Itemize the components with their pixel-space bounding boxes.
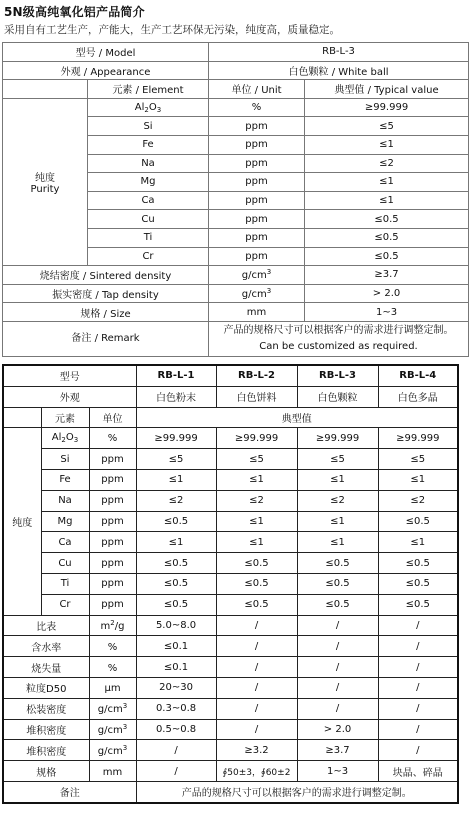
value-cell: ≤0.5	[305, 210, 469, 229]
value-cell: /	[378, 677, 458, 698]
unit-cell: $g/cm^3$	[209, 284, 305, 303]
element-cell: $Al_2O_3$	[88, 98, 209, 117]
table-row	[3, 657, 458, 678]
element-cell: Ca	[41, 532, 89, 553]
table-row	[3, 43, 469, 62]
value-cell: ≤5	[305, 117, 469, 136]
unit-cell: ppm	[89, 511, 136, 532]
value-cell: ≤0.1	[136, 636, 216, 657]
element-cell: Si	[41, 449, 89, 470]
value-cell: /	[136, 740, 216, 761]
property-label: 堆积密度	[3, 719, 89, 740]
element-cell: Mg	[88, 173, 209, 192]
appearance-cell: 白色多晶	[378, 386, 458, 407]
value-cell: ≥3.7	[297, 740, 378, 761]
typical-header: 典型值	[136, 407, 458, 428]
value-cell: /	[216, 719, 297, 740]
model-rb-l-1: RB-L-1	[136, 365, 216, 386]
element-cell: Cr	[41, 594, 89, 615]
value-cell: /	[297, 615, 378, 636]
value-cell: 1~3	[305, 303, 469, 322]
property-label: 含水率	[3, 636, 89, 657]
value-cell: ≤0.5	[378, 573, 458, 594]
unit-cell: $g/cm^3$	[89, 719, 136, 740]
value-cell: ≥99.999	[216, 428, 297, 449]
unit-cell: mm	[89, 761, 136, 782]
unit-cell: ppm	[89, 469, 136, 490]
value-cell: ≤1	[297, 532, 378, 553]
table-row	[3, 407, 458, 428]
value-cell: /	[216, 698, 297, 719]
unit-cell: ppm	[89, 490, 136, 511]
value-cell: ≤0.5	[136, 573, 216, 594]
value-cell: ≤5	[297, 449, 378, 470]
unit-cell: ppm	[209, 247, 305, 266]
unit-cell: %	[89, 636, 136, 657]
value-cell: ≤0.5	[378, 511, 458, 532]
value-cell: /	[297, 657, 378, 678]
value-cell: ≤0.5	[297, 573, 378, 594]
value-cell: 20~30	[136, 677, 216, 698]
element-cell: Cu	[88, 210, 209, 229]
spec-table-rb-l-3	[2, 42, 469, 357]
element-header: 元素	[41, 407, 89, 428]
property-label: 粒度D50	[3, 677, 89, 698]
value-cell: ≤1	[216, 511, 297, 532]
value-cell: > 2.0	[297, 719, 378, 740]
value-cell: /	[378, 615, 458, 636]
property-label: 烧失量	[3, 657, 89, 678]
element-cell: Ca	[88, 191, 209, 210]
purity-label-cn: 纯度	[35, 172, 55, 184]
element-cell: Cr	[88, 247, 209, 266]
tap-density-label: 振实密度 / Tap density	[3, 284, 209, 303]
page-subtitle: 采用自有工艺生产，产能大，生产工艺环保无污染，纯度高，质量稳定。	[4, 24, 340, 36]
element-cell: Na	[88, 154, 209, 173]
property-label: 堆积密度	[3, 740, 89, 761]
value-cell: ≤2	[305, 154, 469, 173]
table-row	[3, 428, 458, 449]
appearance-cell: 白色饼料	[216, 386, 297, 407]
purity-label	[3, 98, 88, 265]
table-row	[3, 469, 458, 490]
remark-line-cn: 产品的规格尺寸可以根据客户的需求进行调整定制。	[223, 324, 454, 336]
value-cell: /	[378, 740, 458, 761]
sintered-density-label: 烧结密度 / Sintered density	[3, 266, 209, 285]
value-cell: ≤0.5	[136, 594, 216, 615]
value-cell: ≤0.5	[305, 247, 469, 266]
table-row	[3, 61, 469, 80]
value-cell: /	[216, 657, 297, 678]
table-row	[3, 80, 469, 99]
element-cell: Cu	[41, 553, 89, 574]
value-cell: ≥99.999	[136, 428, 216, 449]
unit-cell: ppm	[209, 210, 305, 229]
value-cell: ≤0.5	[305, 228, 469, 247]
value-cell: ≤1	[378, 532, 458, 553]
remark-label: 备注	[3, 781, 136, 803]
value-cell: ≤1	[297, 511, 378, 532]
value-cell: ≤5	[136, 449, 216, 470]
unit-cell: $g/cm^3$	[89, 698, 136, 719]
value-cell: > 2.0	[305, 284, 469, 303]
table-row	[3, 449, 458, 470]
model-value: RB-L-3	[209, 43, 469, 62]
empty-cell	[3, 407, 41, 428]
table-row	[3, 677, 458, 698]
value-cell: /	[216, 636, 297, 657]
unit-cell: ppm	[89, 553, 136, 574]
value-cell: /	[136, 761, 216, 782]
value-cell: /	[378, 657, 458, 678]
value-cell: ≤1	[378, 469, 458, 490]
empty-cell	[3, 80, 88, 99]
value-cell: 0.3~0.8	[136, 698, 216, 719]
appearance-value: 白色颗粒 / White ball	[209, 61, 469, 80]
table-row	[3, 594, 458, 615]
unit-header: 单位 / Unit	[209, 80, 305, 99]
appearance-label: 外观 / Appearance	[3, 61, 209, 80]
model-rb-l-2: RB-L-2	[216, 365, 297, 386]
table-row	[3, 386, 458, 407]
property-label: 规格	[3, 761, 89, 782]
value-cell: /	[378, 698, 458, 719]
table-row	[3, 98, 469, 117]
table-row	[3, 321, 469, 356]
element-cell: Ti	[41, 573, 89, 594]
value-cell: ≥99.999	[297, 428, 378, 449]
remark-label: 备注 / Remark	[3, 321, 209, 356]
value-cell: ≤0.5	[378, 594, 458, 615]
value-cell: ≤2	[378, 490, 458, 511]
value-cell: ≤1	[216, 532, 297, 553]
unit-cell: ppm	[209, 117, 305, 136]
unit-cell: ppm	[209, 154, 305, 173]
value-cell: ≤0.1	[136, 657, 216, 678]
model-label: 型号 / Model	[3, 43, 209, 62]
unit-cell: μm	[89, 677, 136, 698]
table-row	[3, 511, 458, 532]
element-cell: Fe	[88, 135, 209, 154]
value-cell: ≤0.5	[297, 594, 378, 615]
page-title: 5N级高纯氧化铝产品简介	[4, 5, 145, 19]
typical-header: 典型值 / Typical value	[305, 80, 469, 99]
model-label: 型号	[3, 365, 136, 386]
value-cell: /	[297, 677, 378, 698]
unit-cell: ppm	[89, 449, 136, 470]
element-cell: Ti	[88, 228, 209, 247]
remark-line-en: Can be customized as required.	[259, 340, 418, 352]
property-label: 松装密度	[3, 698, 89, 719]
value-cell: ≤0.5	[136, 511, 216, 532]
unit-cell: %	[209, 98, 305, 117]
value-cell: /	[378, 636, 458, 657]
appearance-cell: 白色颗粒	[297, 386, 378, 407]
table-row	[3, 698, 458, 719]
unit-cell: ppm	[209, 135, 305, 154]
table-row	[3, 365, 458, 386]
value-cell: ≤2	[216, 490, 297, 511]
unit-cell: %	[89, 428, 136, 449]
model-rb-l-4: RB-L-4	[378, 365, 458, 386]
table-row	[3, 719, 458, 740]
value-cell: 0.5~0.8	[136, 719, 216, 740]
model-rb-l-3: RB-L-3	[297, 365, 378, 386]
value-cell: /	[297, 636, 378, 657]
table-row	[3, 740, 458, 761]
value-cell: ≤0.5	[297, 553, 378, 574]
element-cell: Mg	[41, 511, 89, 532]
unit-cell: $g/cm^3$	[89, 740, 136, 761]
table-row	[3, 761, 458, 782]
value-cell: ≤0.5	[216, 573, 297, 594]
value-cell: ≤1	[297, 469, 378, 490]
unit-cell: ppm	[89, 532, 136, 553]
unit-cell: %	[89, 657, 136, 678]
value-cell: ≤5	[378, 449, 458, 470]
value-cell: 块晶、碎晶	[378, 761, 458, 782]
unit-cell: mm	[209, 303, 305, 322]
table-row	[3, 266, 469, 285]
divider	[0, 359, 473, 362]
value-cell: ≤0.5	[136, 553, 216, 574]
table-row	[3, 553, 458, 574]
spec-table-all-models	[2, 364, 459, 804]
value-cell: ≤1	[216, 469, 297, 490]
table-row	[3, 573, 458, 594]
table-row	[3, 303, 469, 322]
unit-cell: ppm	[89, 594, 136, 615]
value-cell: /	[378, 719, 458, 740]
purity-label-en: Purity	[30, 183, 60, 195]
unit-cell: $m^2/g$	[89, 615, 136, 636]
unit-cell: ppm	[209, 173, 305, 192]
unit-cell: ppm	[209, 191, 305, 210]
value-cell: ≥3.2	[216, 740, 297, 761]
value-cell: ≤1	[305, 135, 469, 154]
element-cell: Fe	[41, 469, 89, 490]
remark-value: 产品的规格尺寸可以根据客户的需求进行调整定制。	[136, 781, 458, 803]
element-cell: Na	[41, 490, 89, 511]
value-cell: /	[216, 677, 297, 698]
value-cell: ≥99.999	[305, 98, 469, 117]
table-row	[3, 636, 458, 657]
unit-cell: ppm	[209, 228, 305, 247]
value-cell: ≤1	[136, 469, 216, 490]
appearance-cell: 白色粉末	[136, 386, 216, 407]
value-cell: ≤1	[305, 173, 469, 192]
unit-header: 单位	[89, 407, 136, 428]
value-cell: /	[297, 698, 378, 719]
value-cell: ≥99.999	[378, 428, 458, 449]
unit-cell: ppm	[89, 573, 136, 594]
value-cell: 1~3	[297, 761, 378, 782]
element-header: 元素 / Element	[88, 80, 209, 99]
table-row	[3, 490, 458, 511]
table-row	[3, 284, 469, 303]
value-cell: /	[216, 615, 297, 636]
value-cell: ≤1	[136, 532, 216, 553]
value-cell: 5.0~8.0	[136, 615, 216, 636]
appearance-label: 外观	[3, 386, 136, 407]
unit-cell: $g/cm^3$	[209, 266, 305, 285]
value-cell: ≤5	[216, 449, 297, 470]
value-cell: ≤0.5	[378, 553, 458, 574]
size-label: 规格 / Size	[3, 303, 209, 322]
element-cell: Si	[88, 117, 209, 136]
table-row	[3, 781, 458, 803]
remark-value	[209, 321, 469, 356]
value-cell: ≤0.5	[216, 594, 297, 615]
table-row	[3, 532, 458, 553]
value-cell: ≤0.5	[216, 553, 297, 574]
table-row	[3, 615, 458, 636]
value-cell: ∮50±3，∮60±2	[216, 761, 297, 782]
value-cell: ≤2	[136, 490, 216, 511]
purity-label: 纯度	[3, 428, 41, 615]
value-cell: ≤2	[297, 490, 378, 511]
element-cell: $Al_2O_3$	[41, 428, 89, 449]
property-label: 比表	[3, 615, 89, 636]
value-cell: ≥3.7	[305, 266, 469, 285]
value-cell: ≤1	[305, 191, 469, 210]
